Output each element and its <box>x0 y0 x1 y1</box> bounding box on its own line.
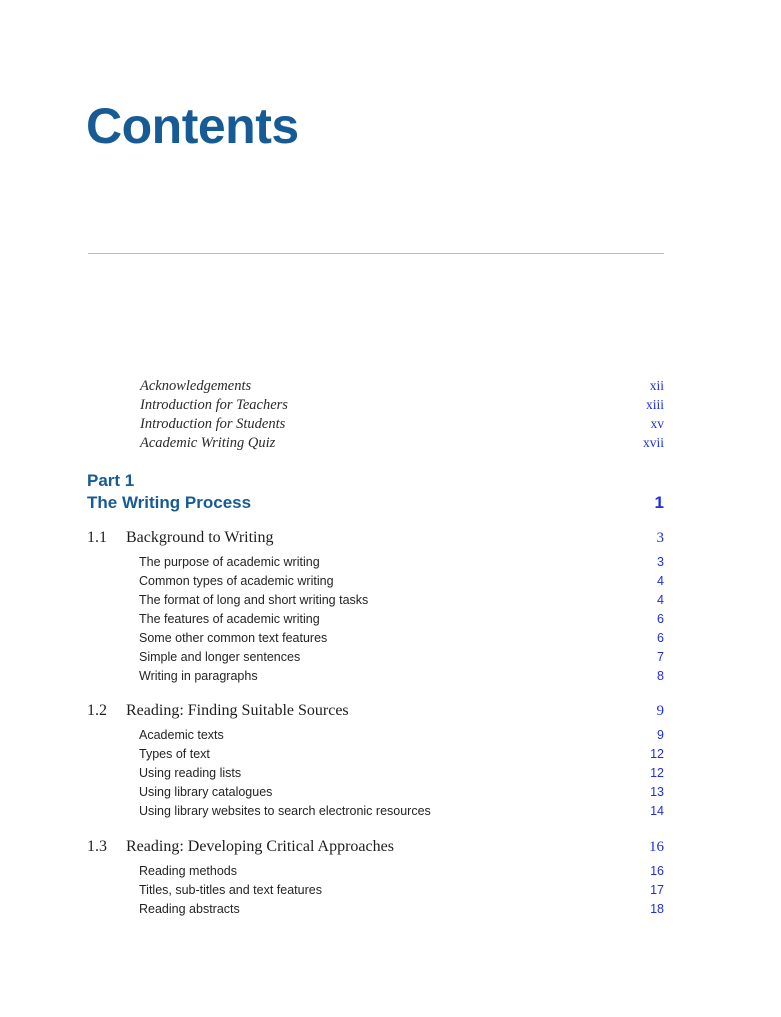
toc-entry[interactable] <box>139 591 664 610</box>
toc-entry-title: The format of long and short writing tasks <box>139 593 369 607</box>
section-number: 1.3 <box>87 838 107 855</box>
section-title: Background to Writing <box>126 529 274 546</box>
toc-entry-page[interactable]: 3 <box>657 555 664 569</box>
toc-entry[interactable] <box>139 629 664 648</box>
part-heading <box>87 470 664 514</box>
toc-entry[interactable] <box>139 802 664 821</box>
toc-entry-title: Types of text <box>139 747 210 761</box>
section-number: 1.2 <box>87 702 107 719</box>
toc-entry-title: Introduction for Students <box>140 416 286 432</box>
part-label: Part 1 <box>87 471 135 490</box>
toc-entry-title: The features of academic writing <box>139 612 320 626</box>
toc-entry-title: Academic texts <box>139 728 224 742</box>
toc-entry-page[interactable]: 12 <box>650 747 664 761</box>
toc-entry[interactable] <box>139 862 664 881</box>
part-title: The Writing Process <box>87 493 252 512</box>
section-entries <box>139 726 664 821</box>
title-divider <box>88 253 664 254</box>
section-1-1 <box>87 527 664 686</box>
toc-entry[interactable] <box>139 745 664 764</box>
toc-entry[interactable] <box>139 667 664 686</box>
toc-entry-title: The purpose of academic writing <box>139 555 320 569</box>
toc-entry-title: Reading abstracts <box>139 902 240 916</box>
section-page[interactable]: 9 <box>656 703 664 719</box>
toc-entry-page[interactable]: 18 <box>650 902 664 916</box>
toc-entry-page[interactable]: 4 <box>657 574 664 588</box>
toc-entry-page[interactable]: 16 <box>650 864 664 878</box>
toc-entry-title: Using library websites to search electronic resources <box>139 804 431 818</box>
toc-entry-page[interactable]: 8 <box>657 669 664 683</box>
toc-entry-title: Reading methods <box>139 864 237 878</box>
toc-entry-title: Introduction for Teachers <box>140 397 288 413</box>
part-page[interactable]: 1 <box>654 493 664 512</box>
toc-entry-page[interactable]: 14 <box>650 804 664 818</box>
toc-entry[interactable] <box>139 553 664 572</box>
toc-entry-title: Academic Writing Quiz <box>140 435 276 451</box>
section-title: Reading: Finding Suitable Sources <box>126 702 349 719</box>
toc-entry[interactable] <box>139 783 664 802</box>
section-title: Reading: Developing Critical Approaches <box>126 838 394 855</box>
toc-entry-title: Using reading lists <box>139 766 242 780</box>
section-1-2 <box>87 700 664 821</box>
toc-entry[interactable] <box>139 764 664 783</box>
toc-entry-page[interactable]: 17 <box>650 883 664 897</box>
page-title: Contents <box>86 98 299 154</box>
toc-entry[interactable] <box>139 881 664 900</box>
toc-entry-page[interactable]: 6 <box>657 631 664 645</box>
toc-entry[interactable] <box>139 726 664 745</box>
toc-entry[interactable] <box>140 414 664 433</box>
section-page[interactable]: 3 <box>656 530 664 546</box>
section-heading[interactable] <box>87 836 664 858</box>
section-1-3 <box>87 836 664 919</box>
toc-entry[interactable] <box>139 610 664 629</box>
toc-entry-page[interactable]: 6 <box>657 612 664 626</box>
toc-entry-page[interactable]: xv <box>650 416 664 431</box>
section-entries <box>139 553 664 686</box>
toc-entry[interactable] <box>140 376 664 395</box>
section-entries <box>139 862 664 919</box>
toc-entry-page[interactable]: xii <box>649 378 664 393</box>
toc-entry-title: Simple and longer sentences <box>139 650 301 664</box>
front-matter-list <box>140 376 664 452</box>
toc-entry-title: Titles, sub-titles and text features <box>139 883 322 897</box>
part-title-row[interactable] <box>87 492 664 514</box>
toc-entry-page[interactable]: 7 <box>657 650 664 664</box>
toc-entry-title: Acknowledgements <box>140 378 252 394</box>
toc-entry[interactable] <box>139 900 664 919</box>
section-page[interactable]: 16 <box>649 839 664 855</box>
toc-entry[interactable] <box>139 572 664 591</box>
toc-entry-page[interactable]: 9 <box>657 728 664 742</box>
toc-entry-page[interactable]: xvii <box>642 435 664 450</box>
toc-entry-title: Some other common text features <box>139 631 328 645</box>
toc-entry-page[interactable]: 4 <box>657 593 664 607</box>
section-number: 1.1 <box>87 529 107 546</box>
toc-entry-title: Using library catalogues <box>139 785 273 799</box>
toc-entry[interactable] <box>140 395 664 414</box>
toc-entry-title: Common types of academic writing <box>139 574 334 588</box>
toc-entry[interactable] <box>139 648 664 667</box>
toc-entry-page[interactable]: 13 <box>650 785 664 799</box>
section-heading[interactable] <box>87 527 664 549</box>
toc-entry-title: Writing in paragraphs <box>139 669 258 683</box>
toc-entry-page[interactable]: xiii <box>645 397 664 412</box>
section-heading[interactable] <box>87 700 664 722</box>
toc-entry[interactable] <box>140 433 664 452</box>
toc-entry-page[interactable]: 12 <box>650 766 664 780</box>
